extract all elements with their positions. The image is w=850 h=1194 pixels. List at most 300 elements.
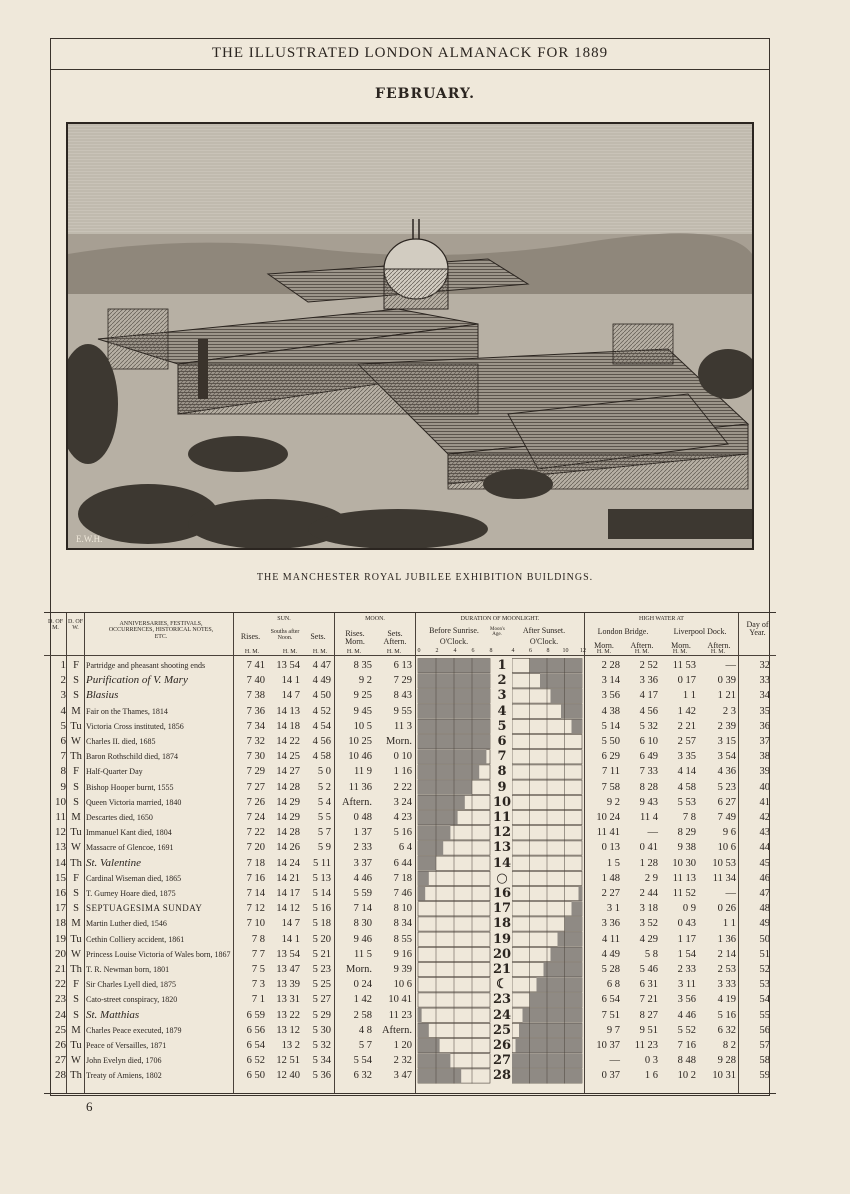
day-of-year: 50 [759,933,770,945]
illustration-caption: THE MANCHESTER ROYAL JUBILEE EXHIBITION BUILDINGS. [256,572,594,583]
day-of-month: 11 [55,811,66,823]
liverpool-dock-aftern: — [725,660,736,671]
day-of-week: Th [70,751,82,763]
liverpool-dock-aftern: 9 28 [717,1055,736,1067]
event-text: T. Gurney Hoare died, 1875 [86,889,176,898]
table-row [44,977,776,992]
sun-rises: 7 1 [251,994,265,1006]
day-of-year: 35 [759,705,770,717]
london-bridge-morn: 0 13 [601,842,620,854]
london-bridge-morn: 7 51 [601,1009,620,1021]
sun-souths: 14 7 [281,918,300,930]
sun-sets: 5 4 [317,796,331,808]
sun-rises: 7 14 [246,888,265,899]
moon-sets: 11 23 [388,1009,412,1021]
moon-rises: 7 14 [353,903,372,915]
sun-rises: 7 26 [246,796,265,808]
day-of-week: M [71,705,81,717]
moon-sets: 6 44 [393,857,412,869]
liverpool-dock-aftern: 3 54 [717,751,736,763]
liverpool-dock-aftern: 9 6 [722,827,736,839]
day-of-week: M [71,918,81,930]
liverpool-dock-aftern: 7 49 [717,812,736,823]
day-of-month: 3 [60,689,66,702]
sun-sets: 4 56 [312,736,331,747]
day-of-month: 14 [55,856,66,869]
sun-sets: 5 25 [312,979,331,991]
moon-rises: 10 5 [353,720,372,732]
london-bridge-aftern: 8 28 [639,781,658,793]
sun-sets: 5 30 [312,1024,331,1036]
moon-age: 24 [492,1007,512,1023]
day-of-week: S [73,994,79,1006]
liverpool-dock-aftern: 0 39 [717,675,736,687]
day-of-month: 27 [55,1054,66,1067]
hdr-moon: MOON. [365,616,385,622]
london-bridge-aftern: 4 17 [639,690,658,702]
moon-age: 4 [492,704,512,719]
sun-sets: 5 7 [317,827,331,839]
exhibition-engraving [66,122,754,550]
liverpool-dock-aftern: 2 39 [717,720,736,732]
london-bridge-aftern: 6 10 [639,736,658,747]
moon-sets: 10 41 [388,994,412,1006]
event-text: Cato-street conspiracy, 1820 [86,995,178,1005]
moon-rises: 2 33 [353,842,372,854]
london-bridge-aftern: 0 3 [644,1055,658,1067]
moon-age: 26 [492,1038,512,1053]
event-text: Baron Rothschild died, 1874 [86,752,178,762]
liverpool-dock-morn: 0 43 [677,918,696,930]
day-of-year: 34 [759,690,770,702]
table-row [44,825,776,840]
moon-sets: 3 47 [393,1070,412,1082]
london-bridge-morn: 10 24 [596,812,620,823]
london-bridge-morn: 3 56 [601,690,620,702]
sun-sets: 4 49 [312,675,331,687]
hdr-ld-morn: Morn. [671,641,691,650]
sun-rises: 7 30 [246,751,265,763]
day-of-year: 33 [759,675,770,687]
hm-label: H. M. [710,649,726,655]
moon-age: 28 [492,1068,512,1084]
liverpool-dock-morn: 1 54 [677,948,696,960]
sun-sets: 5 32 [312,1040,331,1051]
london-bridge-aftern: 6 49 [639,751,658,763]
sun-rises: 6 56 [246,1024,265,1036]
liverpool-dock-aftern: 0 26 [717,903,736,915]
day-of-year: 49 [759,918,770,930]
hm-label: H. M. [672,649,688,655]
liverpool-dock-aftern: 5 23 [717,781,736,793]
moon-rises: 9 2 [358,675,372,687]
london-bridge-morn: 10 37 [596,1040,620,1051]
day-of-month: 21 [55,963,66,975]
moon-sets: 2 22 [393,781,412,793]
after-tick-label: 12 [580,648,586,654]
hdr-oclock-before: O'Clock. [439,637,469,646]
after-tick-label: 10 [562,648,569,654]
moon-age: 25 [492,1022,512,1038]
sun-rises: 7 3 [251,979,265,991]
liverpool-dock-morn: 5 52 [677,1024,696,1036]
sun-rises: 7 29 [246,766,265,778]
moon-rises: 11 5 [354,948,372,960]
sun-souths: 14 1 [281,933,300,945]
hdr-high-water: HIGH WATER AT [639,616,684,622]
event-text: Sir Charles Lyell died, 1875 [86,980,176,990]
event-text: Queen Victoria married, 1840 [86,797,182,807]
sun-souths: 14 24 [276,857,300,869]
moon-sets: 8 10 [393,903,412,915]
liverpool-dock-morn: 2 33 [677,964,696,975]
after-tick-label: 8 [546,648,550,654]
sun-sets: 4 54 [312,720,331,732]
sun-rises: 7 40 [246,675,265,687]
moon-sets: 1 16 [393,766,412,778]
moon-rises: 11 36 [348,781,372,793]
moon-sets: 3 24 [393,796,412,808]
sun-rises: 7 36 [246,705,265,717]
liverpool-dock-aftern: 11 34 [712,872,736,884]
day-of-week: Th [70,857,82,869]
moon-rises: 3 37 [353,857,372,869]
day-of-month: 28 [55,1069,66,1082]
moon-sets: 1 20 [393,1040,412,1051]
london-bridge-morn: 5 28 [601,964,620,975]
table-row [44,780,776,795]
sun-rises: 7 20 [246,842,265,854]
liverpool-dock-morn: 4 58 [677,781,696,793]
sun-souths: 13 54 [276,660,300,671]
moon-sets: 4 23 [393,812,412,823]
table-row [44,886,776,901]
moon-age: 2 [492,673,512,688]
before-tick-label: 4 [453,648,457,654]
day-of-month: 12 [55,826,66,839]
moon-age: ☾ [492,977,512,992]
day-of-month: 26 [55,1039,66,1051]
hm-label: H. M. [244,649,260,655]
moon-rises: Aftern. [341,796,372,808]
london-bridge-morn: 9 2 [606,796,620,808]
moon-age: 5 [492,719,512,734]
sun-sets: 5 20 [312,933,331,945]
liverpool-dock-morn: 10 30 [672,857,696,869]
hdr-moon-rises: Rises. Morn. [345,629,365,647]
moon-age: 17 [492,901,512,917]
calendar-table [44,612,776,1094]
event-text: Fair on the Thames, 1814 [86,706,168,716]
sun-sets: 5 2 [317,781,331,793]
sun-rises: 7 16 [246,872,265,884]
page-header [50,38,770,70]
moon-age: 6 [492,734,512,749]
table-row [44,673,776,688]
day-of-year: 45 [759,857,770,869]
table-row [44,901,776,916]
table-row [44,734,776,749]
sun-rises: 7 34 [246,720,265,732]
table-row [44,1038,776,1053]
london-bridge-aftern: 4 29 [639,933,658,945]
london-bridge-aftern: 5 32 [639,720,658,732]
moon-rises: 0 24 [353,979,372,991]
liverpool-dock-morn: 9 38 [677,842,696,854]
sun-rises: 6 54 [246,1040,265,1051]
day-of-week: Th [70,964,82,975]
liverpool-dock-aftern: — [725,888,736,899]
event-text: Purification of V. Mary [86,674,188,687]
day-of-week: F [73,872,79,884]
liverpool-dock-aftern: 1 21 [717,690,736,702]
moon-sets: Morn. [386,736,412,747]
event-text: T. R. Newman born, 1801 [86,965,170,974]
day-of-week: Tu [70,1040,82,1051]
london-bridge-aftern: — [647,827,658,839]
moon-sets: 9 39 [393,964,412,975]
hdr-lb-morn: Morn. [594,641,614,650]
before-tick-label: 0 [417,648,421,654]
liverpool-dock-morn: 2 57 [677,736,696,747]
moon-age: 18 [492,916,512,932]
london-bridge-aftern: 2 44 [639,888,658,899]
sun-sets: 5 5 [317,812,331,823]
london-bridge-morn: 2 27 [601,888,620,899]
day-of-year: 40 [759,781,770,793]
liverpool-dock-morn: 3 35 [677,751,696,763]
hdr-oclock-after: O'Clock. [529,637,559,646]
london-bridge-morn: 5 50 [601,736,620,747]
event-text: Massacre of Glencoe, 1691 [86,843,174,853]
event-text: Cethin Colliery accident, 1861 [86,934,185,944]
hdr-after-sunset: After Sunset. [522,626,566,635]
london-bridge-morn: 1 48 [601,872,620,884]
day-of-week: S [73,903,79,915]
day-of-week: F [73,660,79,671]
hm-label: H. M. [386,649,402,655]
table-row [44,871,776,886]
table-row [44,704,776,719]
london-bridge-aftern: 0 41 [639,842,658,854]
day-of-month: 1 [60,659,66,671]
moon-sets: 6 4 [398,842,412,854]
event-text: St. Valentine [86,856,141,869]
sun-souths: 14 1 [281,675,300,687]
liverpool-dock-morn: 3 56 [677,994,696,1006]
hdr-sun-sets: Sets. [310,632,326,641]
london-bridge-morn: 7 11 [602,766,620,778]
london-bridge-aftern: 7 33 [639,766,658,778]
moon-rises: Morn. [346,964,372,975]
event-text: Treaty of Amiens, 1802 [86,1071,162,1081]
moon-age: 16 [492,886,512,901]
london-bridge-morn: 6 54 [601,994,620,1006]
event-text: Bishop Hooper burnt, 1555 [86,782,174,792]
london-bridge-aftern: 3 52 [639,918,658,930]
day-of-year: 37 [759,736,770,747]
sun-souths: 12 51 [276,1055,300,1067]
day-of-week: W [71,1055,81,1067]
sun-sets: 5 14 [312,888,331,899]
liverpool-dock-morn: 11 53 [672,660,696,671]
hdr-before-sunrise: Before Sunrise. [429,626,479,635]
moon-sets: 10 6 [393,979,412,991]
sun-souths: 14 29 [276,812,300,823]
day-of-week: S [73,888,79,899]
sun-souths: 13 22 [276,1009,300,1021]
day-of-week: M [71,812,81,823]
liverpool-dock-aftern: 2 14 [717,948,736,960]
moon-sets: 0 10 [393,751,412,763]
london-bridge-morn: 7 58 [601,781,620,793]
sun-souths: 14 28 [276,781,300,793]
sun-souths: 14 13 [276,705,300,717]
day-of-year: 54 [759,994,770,1006]
london-bridge-aftern: 3 36 [639,675,658,687]
hdr-sun: SUN. [277,616,291,622]
day-of-month: 8 [60,765,66,778]
london-bridge-morn: 3 1 [606,903,620,915]
table-row [44,1068,776,1083]
london-bridge-aftern: 7 21 [639,994,658,1006]
hdr-day-of-month: D. OF M. [47,619,63,632]
before-tick-label: 2 [435,648,439,654]
day-of-month: 15 [55,871,66,884]
table-row [44,1053,776,1068]
day-of-year: 38 [759,751,770,763]
london-bridge-morn: — [609,1055,620,1067]
sun-rises: 7 38 [246,690,265,702]
sun-souths: 14 21 [276,872,300,884]
moon-age: 13 [492,840,512,856]
sun-souths: 14 12 [276,903,300,915]
liverpool-dock-aftern: 6 32 [717,1024,736,1036]
moon-sets: 9 16 [393,948,412,960]
sun-souths: 14 17 [276,888,300,899]
sun-sets: 4 50 [312,690,331,702]
hdr-liverpool-dock: Liverpool Dock. [673,627,727,636]
sun-sets: 5 16 [312,903,331,915]
before-tick-label: 6 [471,648,475,654]
liverpool-dock-morn: 0 9 [682,903,696,915]
london-bridge-morn: 0 37 [601,1070,620,1082]
moon-age: 8 [492,764,512,779]
almanack-title: THE ILLUSTRATED LONDON ALMANACK FOR 1889 [211,45,609,61]
moon-rises: 8 30 [353,918,372,930]
london-bridge-aftern: 9 51 [639,1024,658,1036]
liverpool-dock-aftern: 8 2 [722,1040,736,1051]
event-text: Partridge and pheasant shooting ends [86,661,206,670]
london-bridge-aftern: 8 27 [639,1009,658,1021]
sun-sets: 5 9 [317,842,331,854]
month-title: FEBRUARY. [375,86,475,102]
hm-label: H. M. [596,649,612,655]
moon-age: 11 [492,810,512,825]
table-row [44,764,776,779]
before-tick-label: 8 [489,648,493,654]
liverpool-dock-morn: 8 29 [677,827,696,839]
table-row [44,916,776,931]
moon-rises: 6 32 [353,1070,372,1082]
event-text: Immanuel Kant died, 1804 [86,828,172,838]
table-row [44,1023,776,1038]
moon-age: ○ [492,871,512,886]
moon-rises: 1 42 [353,994,372,1006]
day-of-week: W [71,842,81,854]
moon-sets: 8 55 [393,933,412,945]
moon-sets: 8 43 [393,690,412,702]
hdr-day-of-year: Day of Year. [746,620,769,638]
table-row [44,947,776,962]
table-row [44,719,776,734]
london-bridge-aftern: 1 6 [644,1070,658,1082]
london-bridge-aftern: 2 52 [639,660,658,671]
day-of-month: 25 [55,1023,66,1036]
liverpool-dock-morn: 1 1 [682,690,696,702]
london-bridge-morn: 2 28 [601,660,620,671]
moon-rises: 9 25 [353,690,372,702]
moon-rises: 5 54 [353,1055,372,1067]
london-bridge-morn: 11 41 [596,827,620,839]
moon-age: 14 [492,855,512,871]
sun-sets: 4 52 [312,705,331,717]
day-of-year: 44 [759,842,770,854]
day-of-year: 36 [759,720,770,732]
london-bridge-aftern: 6 31 [639,979,658,991]
moon-rises: 2 58 [353,1009,372,1021]
day-of-month: 17 [55,902,66,915]
hm-label: H. M. [312,649,328,655]
moon-sets: 11 3 [394,720,412,732]
sun-souths: 14 26 [276,842,300,854]
sun-souths: 13 12 [276,1024,300,1036]
liverpool-dock-aftern: 4 36 [717,766,736,778]
liverpool-dock-morn: 4 46 [677,1009,696,1021]
london-bridge-morn: 3 36 [601,918,620,930]
moon-age: 21 [492,962,512,977]
table-row [44,658,776,673]
day-of-year: 57 [759,1040,770,1051]
hdr-moon-sets: Sets. Aftern. [383,629,407,647]
moon-age: 23 [492,992,512,1008]
table-row [44,1008,776,1023]
engraving-drawing [68,124,752,548]
event-text: SEPTUAGESIMA SUNDAY [86,903,203,914]
day-of-month: 10 [55,795,66,808]
event-text: John Evelyn died, 1706 [86,1056,162,1066]
sun-rises: 7 18 [246,857,265,869]
sun-souths: 13 54 [276,948,300,960]
sun-rises: 7 22 [246,827,265,839]
liverpool-dock-aftern: 3 15 [717,736,736,747]
sun-souths: 14 7 [281,690,300,702]
moon-age: 1 [492,658,512,673]
liverpool-dock-aftern: 1 36 [717,933,736,945]
moon-sets: 7 46 [393,888,412,899]
liverpool-dock-morn: 0 17 [677,675,696,687]
sun-sets: 5 18 [312,918,331,930]
day-of-month: 23 [55,993,66,1006]
sun-souths: 14 28 [276,827,300,839]
table-row [44,856,776,871]
sun-souths: 12 40 [276,1070,300,1082]
day-of-month: 13 [55,841,66,854]
liverpool-dock-aftern: 10 31 [712,1070,736,1082]
moon-rises: 0 48 [353,812,372,823]
london-bridge-aftern: 9 43 [639,796,658,808]
liverpool-dock-aftern: 5 16 [717,1009,736,1021]
